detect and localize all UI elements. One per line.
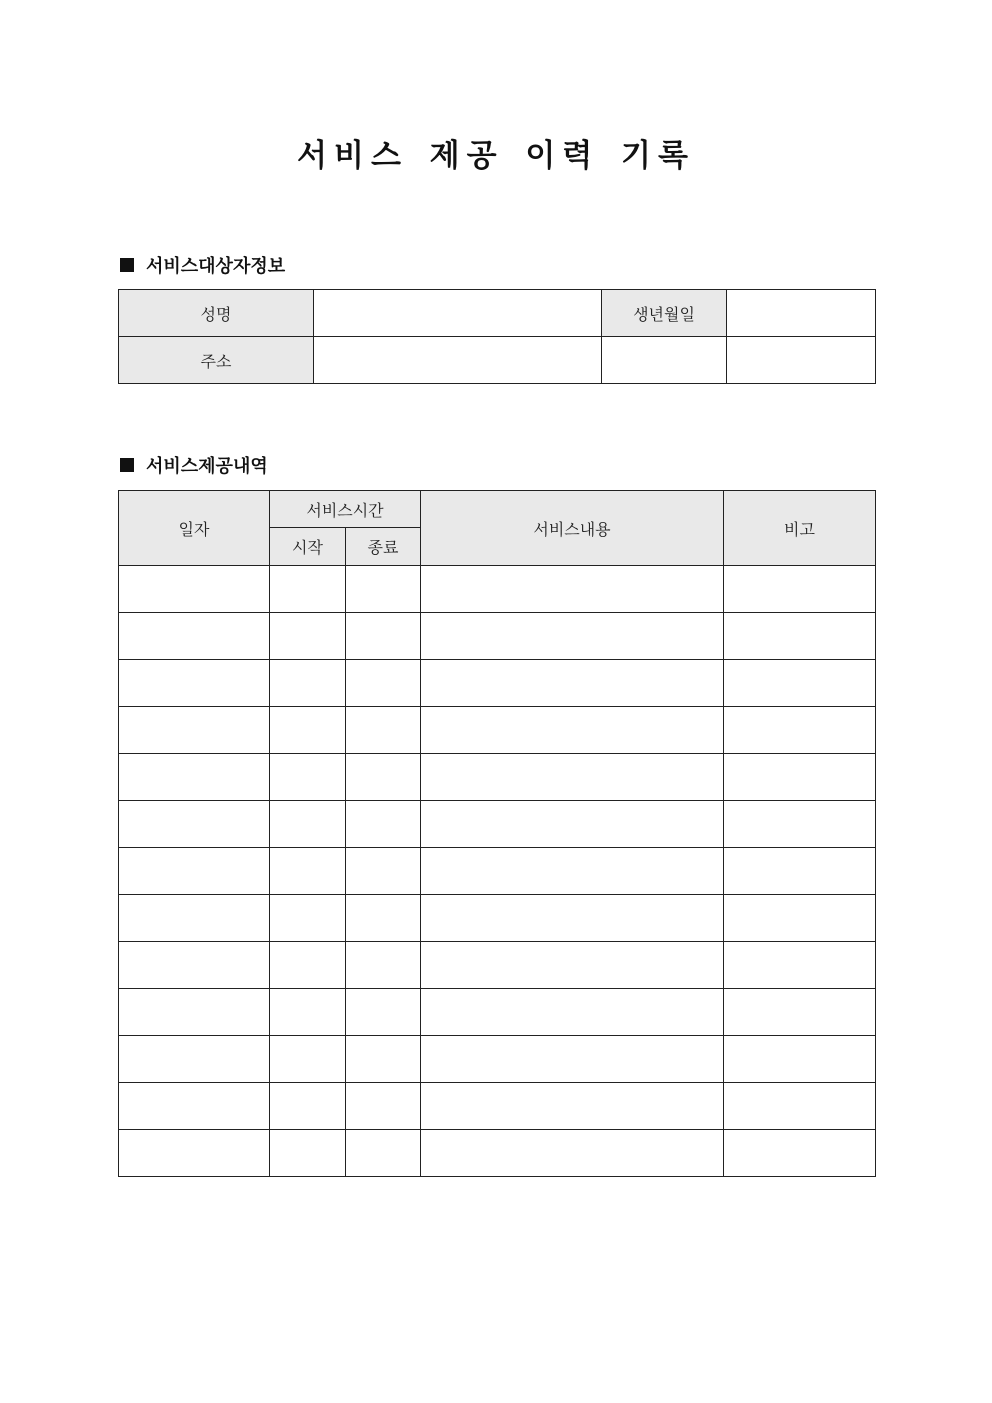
content-cell[interactable]: [421, 613, 724, 660]
end-cell[interactable]: [346, 801, 421, 848]
start-cell[interactable]: [270, 801, 346, 848]
section-heading-label: 서비스대상자정보: [146, 256, 286, 277]
table-header-row: [119, 491, 876, 528]
page-title: 서비스 제공 이력 기록: [297, 138, 695, 174]
remarks-cell[interactable]: [724, 613, 876, 660]
address-field[interactable]: [314, 337, 602, 384]
content-cell[interactable]: [421, 989, 724, 1036]
date-cell[interactable]: [119, 754, 270, 801]
start-cell[interactable]: [270, 660, 346, 707]
content-cell[interactable]: [421, 566, 724, 613]
content-cell[interactable]: [421, 1130, 724, 1177]
start-cell[interactable]: [270, 989, 346, 1036]
black-square-icon: [120, 258, 134, 272]
content-cell[interactable]: [421, 707, 724, 754]
start-cell[interactable]: [270, 1083, 346, 1130]
extra-label-cell[interactable]: [602, 337, 727, 384]
table-row: [119, 754, 876, 801]
address-label: 주소: [119, 337, 314, 384]
end-cell[interactable]: [346, 707, 421, 754]
date-column-header: 일자: [119, 491, 270, 566]
end-cell[interactable]: [346, 754, 421, 801]
end-cell[interactable]: [346, 848, 421, 895]
table-row: [119, 566, 876, 613]
date-cell[interactable]: [119, 801, 270, 848]
end-cell[interactable]: [346, 660, 421, 707]
remarks-cell[interactable]: [724, 848, 876, 895]
date-cell[interactable]: [119, 613, 270, 660]
service-time-column-header: 서비스시간: [270, 491, 421, 528]
name-field[interactable]: [314, 290, 602, 337]
table-row: [119, 660, 876, 707]
table-row: [119, 1130, 876, 1177]
black-square-icon: [120, 458, 134, 472]
start-cell[interactable]: [270, 1036, 346, 1083]
date-cell[interactable]: [119, 895, 270, 942]
content-cell[interactable]: [421, 895, 724, 942]
extra-value-cell[interactable]: [727, 337, 876, 384]
section-heading-recipient-info: [118, 252, 285, 278]
end-time-column-header: 종료: [346, 528, 421, 566]
table-row: [119, 707, 876, 754]
start-cell[interactable]: [270, 942, 346, 989]
end-cell[interactable]: [346, 1130, 421, 1177]
end-cell[interactable]: [346, 942, 421, 989]
table-row: [119, 848, 876, 895]
date-cell[interactable]: [119, 660, 270, 707]
start-cell[interactable]: [270, 707, 346, 754]
end-cell[interactable]: [346, 1083, 421, 1130]
date-cell[interactable]: [119, 1083, 270, 1130]
remarks-cell[interactable]: [724, 566, 876, 613]
remarks-cell[interactable]: [724, 801, 876, 848]
start-cell[interactable]: [270, 1130, 346, 1177]
remarks-cell[interactable]: [724, 1130, 876, 1177]
service-history-rows: [119, 566, 876, 1177]
content-cell[interactable]: [421, 660, 724, 707]
content-cell[interactable]: [421, 1083, 724, 1130]
remarks-column-header: 비고: [724, 491, 876, 566]
end-cell[interactable]: [346, 895, 421, 942]
end-cell[interactable]: [346, 1036, 421, 1083]
date-cell[interactable]: [119, 707, 270, 754]
table-row: [119, 942, 876, 989]
table-row: [119, 989, 876, 1036]
end-cell[interactable]: [346, 613, 421, 660]
content-cell[interactable]: [421, 801, 724, 848]
start-cell[interactable]: [270, 895, 346, 942]
remarks-cell[interactable]: [724, 989, 876, 1036]
date-cell[interactable]: [119, 1130, 270, 1177]
table-row: [119, 613, 876, 660]
table-row: [119, 895, 876, 942]
remarks-cell[interactable]: [724, 1036, 876, 1083]
start-cell[interactable]: [270, 848, 346, 895]
service-content-column-header: 서비스내용: [421, 491, 724, 566]
date-cell[interactable]: [119, 942, 270, 989]
date-cell[interactable]: [119, 989, 270, 1036]
table-row: [119, 337, 876, 384]
table-row: [119, 290, 876, 337]
remarks-cell[interactable]: [724, 1083, 876, 1130]
remarks-cell[interactable]: [724, 895, 876, 942]
table-row: [119, 1036, 876, 1083]
section-heading-label: 서비스제공내역: [146, 456, 268, 477]
birthdate-field[interactable]: [727, 290, 876, 337]
recipient-info-table: [118, 289, 876, 384]
service-history-table: [118, 490, 876, 1177]
birthdate-label: 생년월일: [602, 290, 727, 337]
end-cell[interactable]: [346, 989, 421, 1036]
content-cell[interactable]: [421, 942, 724, 989]
content-cell[interactable]: [421, 848, 724, 895]
start-cell[interactable]: [270, 754, 346, 801]
table-row: [119, 1083, 876, 1130]
remarks-cell[interactable]: [724, 942, 876, 989]
start-cell[interactable]: [270, 566, 346, 613]
date-cell[interactable]: [119, 566, 270, 613]
start-cell[interactable]: [270, 613, 346, 660]
content-cell[interactable]: [421, 1036, 724, 1083]
remarks-cell[interactable]: [724, 707, 876, 754]
section-heading-service-history: [118, 452, 268, 478]
remarks-cell[interactable]: [724, 754, 876, 801]
content-cell[interactable]: [421, 754, 724, 801]
remarks-cell[interactable]: [724, 660, 876, 707]
name-label: 성명: [119, 290, 314, 337]
table-row: [119, 801, 876, 848]
start-time-column-header: 시작: [270, 528, 346, 566]
date-cell[interactable]: [119, 1036, 270, 1083]
end-cell[interactable]: [346, 566, 421, 613]
date-cell[interactable]: [119, 848, 270, 895]
